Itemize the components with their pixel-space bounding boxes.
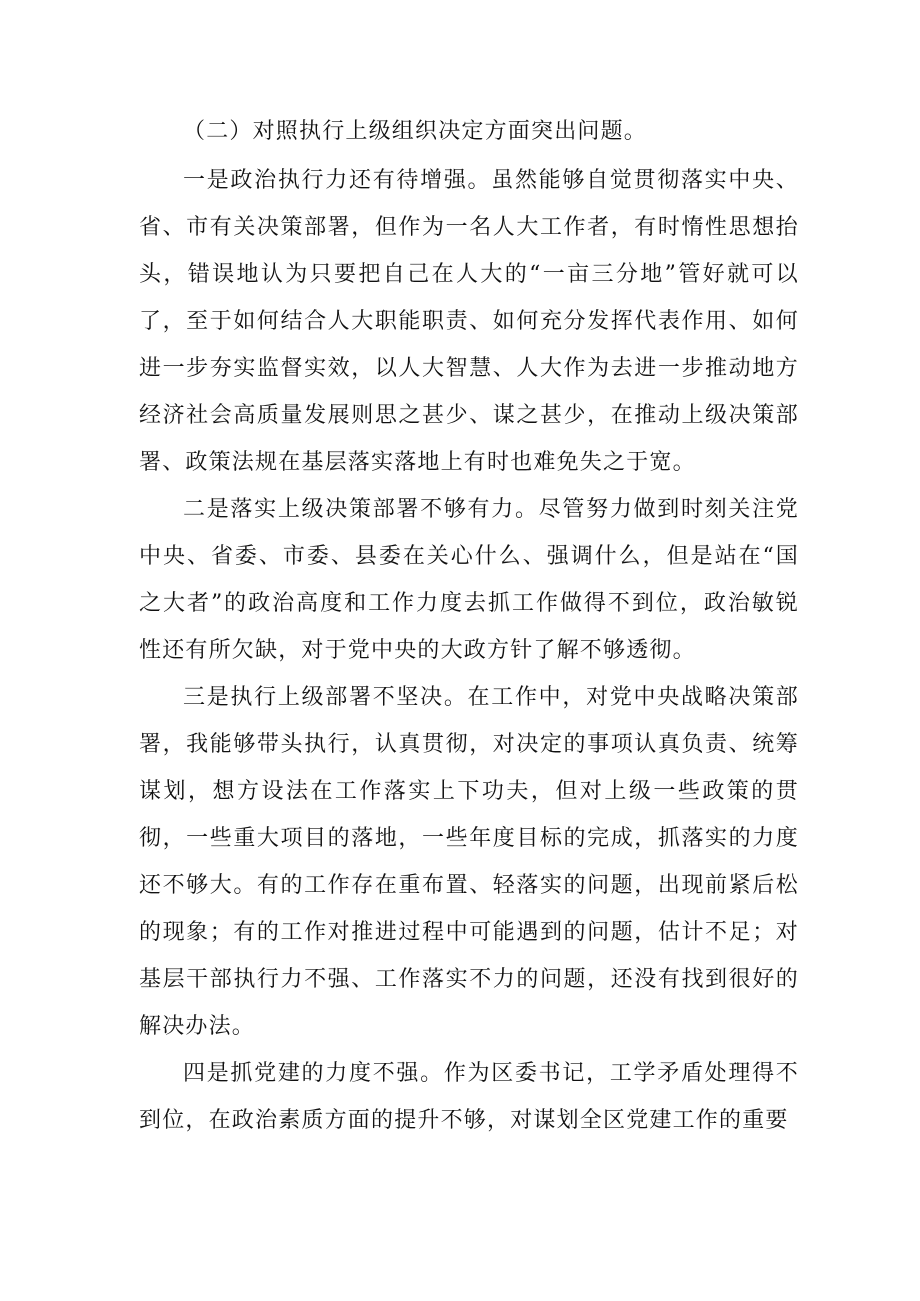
document-body xyxy=(139,108,799,1144)
paragraph-2: 二是落实上级决策部署不够有力。尽管努力做到时刻关注党中央、省委、市委、县委在关心什么、强调什么，但是站在“国之大者”的政治高度和工作力度去抓工作做得不到位，政治敏锐性还有所欠缺，对于党中央的大政方针了解不够透彻。 xyxy=(139,497,799,663)
paragraph-4: 四是抓党建的力度不强。作为区委书记，工学矛盾处理得不到位，在政治素质方面的提升不够，对谋划全区党建工作的重要 xyxy=(139,1061,799,1133)
section-heading: （二）对照执行上级组织决定方面突出问题。 xyxy=(183,119,648,144)
paragraph-1: 一是政治执行力还有待增强。虽然能够自觉贯彻落实中央、省、市有关决策部署，但作为一名人大工作者，有时惰性思想抬头，错误地认为只要把自己在人大的“一亩三分地”管好就可以了，至于如何结合人大职能职责、如何充分发挥代表作用、如何进一步夯实监督实效，以人大智慧、人大作为去进一步推动地方经济社会高质量发展则思之甚少、谋之甚少，在推动上级决策部署、政策法规在基层落实落地上有时也难免失之于宽。 xyxy=(139,168,799,475)
paragraph-3: 三是执行上级部署不坚决。在工作中，对党中央战略决策部署，我能够带头执行，认真贯彻，对决定的事项认真负责、统筹谋划，想方设法在工作落实上下功夫，但对上级一些政策的贯彻，一些重大项目的落地，一些年度目标的完成，抓落实的力度还不够大。有的工作存在重布置、轻落实的问题，出现前紧后松的现象；有的工作对推进过程中可能遇到的问题，估计不足；对基层干部执行力不强、工作落实不力的问题，还没有找到很好的解决办法。 xyxy=(139,685,799,1039)
